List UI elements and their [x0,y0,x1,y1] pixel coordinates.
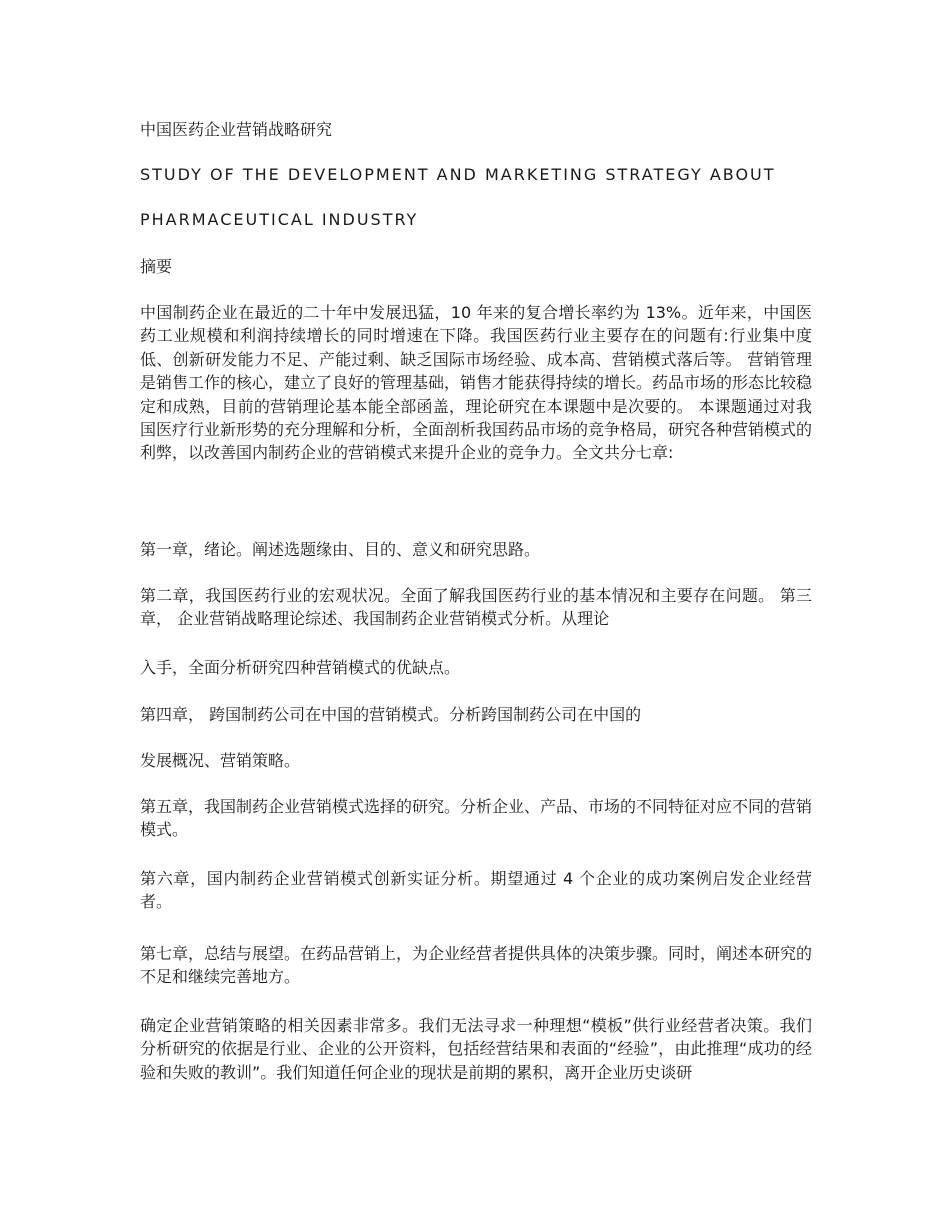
abstract-paragraph: 中国制药企业在最近的二十年中发展迅猛，10 年来的复合增长率约为 13%。近年来，中国医药工业规模和利润持续增长的同时增速在下降。我国医药行业主要存在的问题有:行业集中度低、创新研发能力不足、产能过剩、缺乏国际市场经验、成本高、营销模式落后等。 营销管理是销售工作的核心，建立了良好的管理基础，销售才能获得持续的增长。药品市场的形态比较稳定和成熟，目前的营销理论基本能全部函盖，理论研究在本课题中是次要的。 本课题通过对我国医疗行业新形势的充分理解和分析，全面剖析我国药品市场的竞争格局，研究各种营销模式的利弊，以改善国内制药企业的营销模式来提升企业的竞争力。全文共分七章: [140,303,813,463]
chapter-4-continuation: 发展概况、营销策略。 [140,751,301,770]
abstract-heading: 摘要 [140,257,173,276]
chapter-7-paragraph: 第七章，总结与展望。在药品营销上，为企业经营者提供具体的决策步骤。同时，阐述本研究的不足和继续完善地方。 [140,944,813,987]
chapter-4-paragraph: 第四章， 跨国制药公司在中国的营销模式。分析跨国制药公司在中国的 [140,705,642,724]
chapter-6-paragraph: 第六章，国内制药企业营销模式创新实证分析。期望通过 4 个企业的成功案例启发企业经营者。 [140,869,812,912]
closing-paragraph: 确定企业营销策略的相关因素非常多。我们无法寻求一种理想“模板”供行业经营者决策。我们分析研究的依据是行业、企业的公开资料，包括经营结果和表面的“经验”，由此推理“成功的经验和失败的教训”。我们知道任何企业的现状是前期的累积，离开企业历史谈研 [140,1016,812,1082]
title-english-line-1: STUDY OF THE DEVELOPMENT AND MARKETING STRATEGY ABOUT [140,165,776,184]
chapter-5-paragraph: 第五章，我国制药企业营销模式选择的研究。分析企业、产品、市场的不同特征对应不同的营销模式。 [140,797,813,840]
chapter-1-paragraph: 第一章，绪论。阐述选题缘由、目的、意义和研究思路。 [140,540,541,559]
chapter-3-continuation: 入手，全面分析研究四种营销模式的优缺点。 [140,658,461,677]
title-chinese: 中国医药企业营销战略研究 [140,120,333,139]
chapter-2-paragraph: 第二章，我国医药行业的宏观状况。全面了解我国医药行业的基本情况和主要存在问题。 第三章， 企业营销战略理论综述、我国制药企业营销模式分析。从理论 [140,586,812,629]
title-english-line-2: PHARMACEUTICAL INDUSTRY [140,210,419,229]
